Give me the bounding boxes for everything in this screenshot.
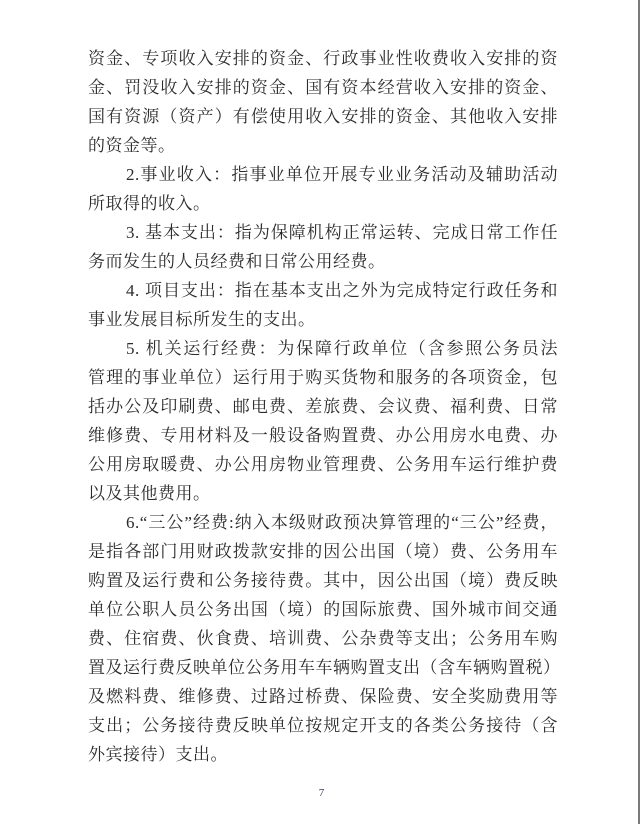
paragraph-business-income [88,160,558,218]
text-line: 所取得的收入。 [88,194,211,213]
text-line: 6.“三公”经费:纳入本级财政预决算管理的“三公”经费， [126,513,558,532]
text-line: 国有资源（资产）有偿使用收入安排的资金、其他收入安排 [88,107,558,126]
text-line: 括办公及印刷费、邮电费、差旅费、会议费、福利费、日常 [88,397,558,416]
text-line: 及燃料费、维修费、过路过桥费、保险费、安全奖励费用等 [88,687,558,706]
text-line: 单位公职人员公务出国（境）的国际旅费、国外城市间交通 [88,600,558,619]
text-line: 2.事业收入：指事业单位开展专业业务活动及辅助活动 [126,165,558,184]
text-line: 管理的事业单位）运行用于购买货物和服务的各项资金，包 [88,368,558,387]
text-line: 维修费、专用材料及一般设备购置费、办公用房水电费、办 [88,426,558,445]
text-line: 支出；公务接待费反映单位按规定开支的各类公务接待（含 [88,716,558,735]
text-line: 5. 机关运行经费：为保障行政单位（含参照公务员法 [126,339,558,358]
text-line: 4. 项目支出：指在基本支出之外为完成特定行政任务和 [126,281,558,300]
text-line: 资金、专项收入安排的资金、行政事业性收费收入安排的资 [88,49,558,68]
paragraph-basic-expenditure [88,218,558,276]
paragraph-three-public-funds [88,508,561,769]
text-line: 费、住宿费、伙食费、培训费、公杂费等支出；公务用车购 [88,629,558,648]
text-line: 的资金等。 [88,136,176,155]
paragraph-project-expenditure [88,276,558,334]
page-number: 7 [318,787,325,799]
text-line: 务而发生的人员经费和日常公用经费。 [88,252,386,271]
text-line: 外宾接待）支出。 [88,745,228,764]
paragraph-agency-operating-funds [88,334,558,508]
text-line: 金、罚没收入安排的资金、国有资本经营收入安排的资金、 [88,78,558,97]
paragraph-funding-sources [88,44,558,160]
text-line: 事业发展目标所发生的支出。 [88,310,316,329]
document-body [88,44,561,769]
text-line: 是指各部门用财政拨款安排的因公出国（境）费、公务用车 [88,542,558,561]
text-line: 购置及运行费和公务接待费。其中，因公出国（境）费反映 [88,571,558,590]
text-line: 公用房取暖费、办公用房物业管理费、公务用车运行维护费 [88,455,558,474]
text-line: 以及其他费用。 [88,484,211,503]
page-right-border [638,0,640,824]
text-line: 置及运行费反映单位公务用车车辆购置支出（含车辆购置税） [88,658,561,677]
text-line: 3. 基本支出：指为保障机构正常运转、完成日常工作任 [126,223,558,242]
